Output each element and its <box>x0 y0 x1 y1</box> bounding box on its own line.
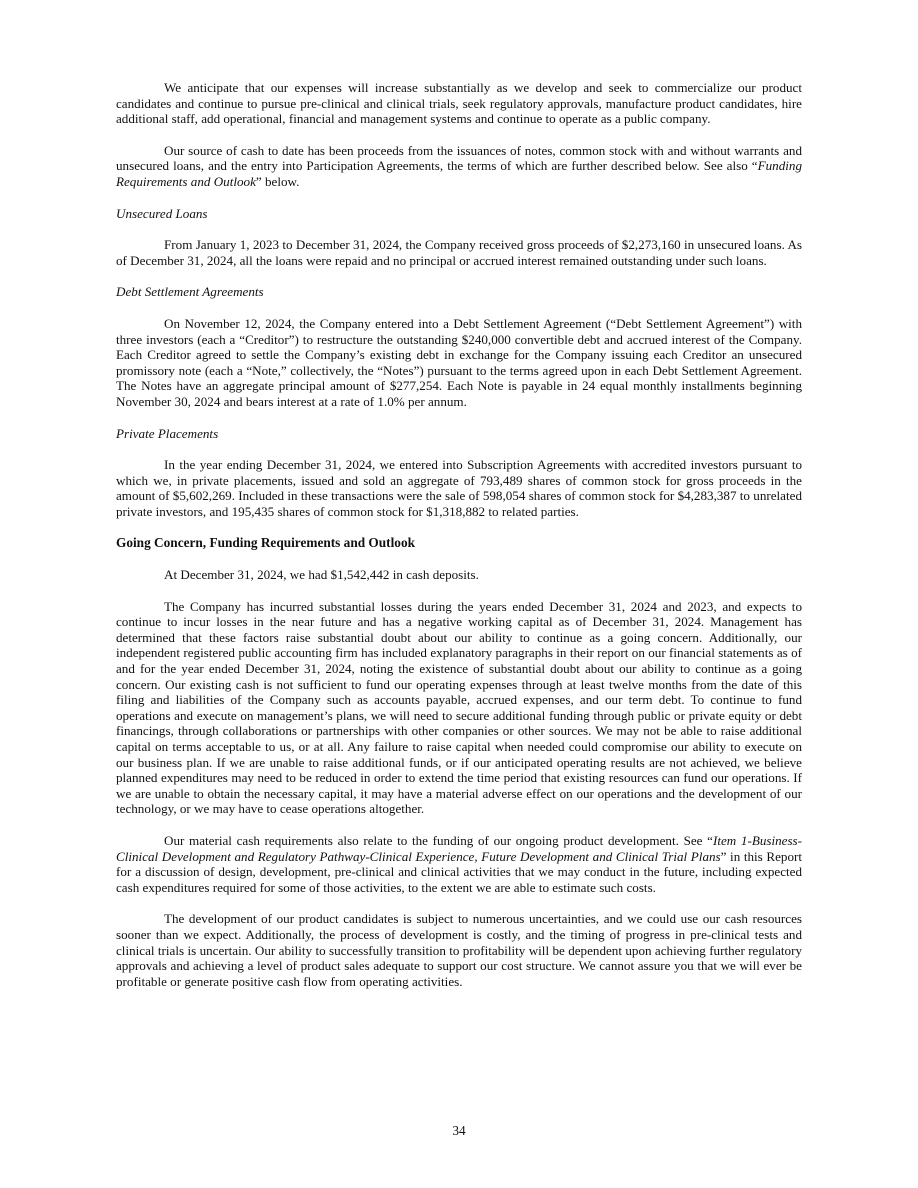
page-number: 34 <box>452 1123 466 1138</box>
paragraph-source-of-cash <box>116 143 802 190</box>
paragraph-text: Our source of cash to date has been proceeds from the issuances of notes, common stock with and without warrants and unsecured loans, and the entry into Participation Agreements, the terms of which are further described below. See also “ <box>116 142 802 174</box>
paragraph-text: ” in this Report for a discussion of design, development, pre-clinical and clinical activities that we may conduct in the future, including expected cash expenditures required for some of those activities, to the extent we are able to estimate such costs. <box>116 848 803 895</box>
subheading-unsecured-loans: Unsecured Loans <box>116 205 208 221</box>
paragraph-private-placements: In the year ending December 31, 2024, we entered into Subscription Agreements with accredited investors pursuant to which we, in private placements, issued and sold an aggregate of 793,489 shares of common stock for gross proceeds in the amount of $5,602,269. Included in these transactions were the sale of 598,054 shares of common stock for $4,283,387 to unrelated private investors, and 195,435 shares of common stock for $1,318,882 to related parties. <box>116 457 802 519</box>
paragraph-cash-deposits: At December 31, 2024, we had $1,542,442 in cash deposits. <box>164 567 479 583</box>
paragraph-text: ” below. <box>255 173 300 189</box>
paragraph-unsecured-loans: From January 1, 2023 to December 31, 2024, the Company received gross proceeds of $2,273,160 in unsecured loans. As of December 31, 2024, all the loans were repaid and no principal or accrued interest remained outstanding under such loans. <box>116 237 802 268</box>
paragraph-uncertainties: The development of our product candidates is subject to numerous uncertainties, and we could use our cash resources sooner than we expect. Additionally, the process of development is costly, and the timing of progress in pre-clinical tests and clinical trials is uncertain. Our ability to successfully transition to profitability will be dependent upon achieving further regulatory approvals and achieving a level of product sales adequate to support our cost structure. We cannot assure you that we will ever be profitable or generate positive cash flow from operating activities. <box>116 911 802 989</box>
paragraph-debt-settlement: On November 12, 2024, the Company entered into a Debt Settlement Agreement (“Debt Settlement Agreement”) with three investors (each a “Creditor”) to restructure the outstanding $240,000 convertible debt and accrued interest of the Company. Each Creditor agreed to settle the Company’s existing debt in exchange for the Company issuing each Creditor an unsecured promissory note (each a “Note,” collectively, the “Notes”) pursuant to the terms agreed upon in each Debt Settlement Agreement. The Notes have an aggregate principal amount of $277,254. Each Note is payable in 24 equal monthly installments beginning November 30, 2024 and bears interest at a rate of 1.0% per annum. <box>116 315 802 409</box>
cross-reference-link: Item 1-Business-Clinical Development and Regulatory Pathway-Clinical Experience, Future Development and Clinical Trial Plans <box>116 832 803 864</box>
paragraph-expenses: We anticipate that our expenses will increase substantially as we develop and seek to commercialize our product candidates and continue to pursue pre-clinical and clinical trials, seek regulatory approvals, manufacture product candidates, hire additional staff, add operational, financial and management systems and continue to operate as a public company. <box>116 80 802 127</box>
subheading-private-placements: Private Placements <box>116 425 219 441</box>
section-heading-going-concern: Going Concern, Funding Requirements and Outlook <box>116 535 415 551</box>
paragraph-cash-requirements <box>116 833 802 895</box>
paragraph-going-concern: The Company has incurred substantial losses during the years ended December 31, 2024 and 2023, and expects to continue to incur losses in the near future and has a negative working capital as of December 31, 2024. Management has determined that these factors raise substantial doubt about our ability to continue as a going concern. Additionally, our independent registered public accounting firm has included explanatory paragraphs in their report on our financial statements as of and for the year ended December 31, 2024, noting the existence of substantial doubt about our ability to continue as a going concern. Our existing cash is not sufficient to fund our operating expenses through at least twelve months from the date of this filing and liabilities of the Company such as accounts payable, accrued expenses, and our term debt. To continue to fund operations and execute on management’s plans, we will need to secure additional funding through public or private equity or debt financings, through collaborations or partnerships with other companies or other sources. We may not be able to raise additional capital on terms acceptable to us, or at all. Any failure to raise capital when needed could compromise our ability to execute on our business plan. If we are unable to raise additional funds, or if our anticipated operating results are not achieved, we believe planned expenditures may need to be reduced in order to extend the time period that existing resources can fund our operations. If we are unable to obtain the necessary capital, it may have a material adverse effect on our operations and the development of our technology, or we may have to cease operations altogether. <box>116 598 802 817</box>
subheading-debt-settlement: Debt Settlement Agreements <box>116 284 264 300</box>
document-page <box>116 80 802 1005</box>
cross-reference-link: Funding Requirements and Outlook <box>116 158 802 189</box>
paragraph-text: Our material cash requirements also relate to the funding of our ongoing product development. See “ <box>164 832 713 848</box>
